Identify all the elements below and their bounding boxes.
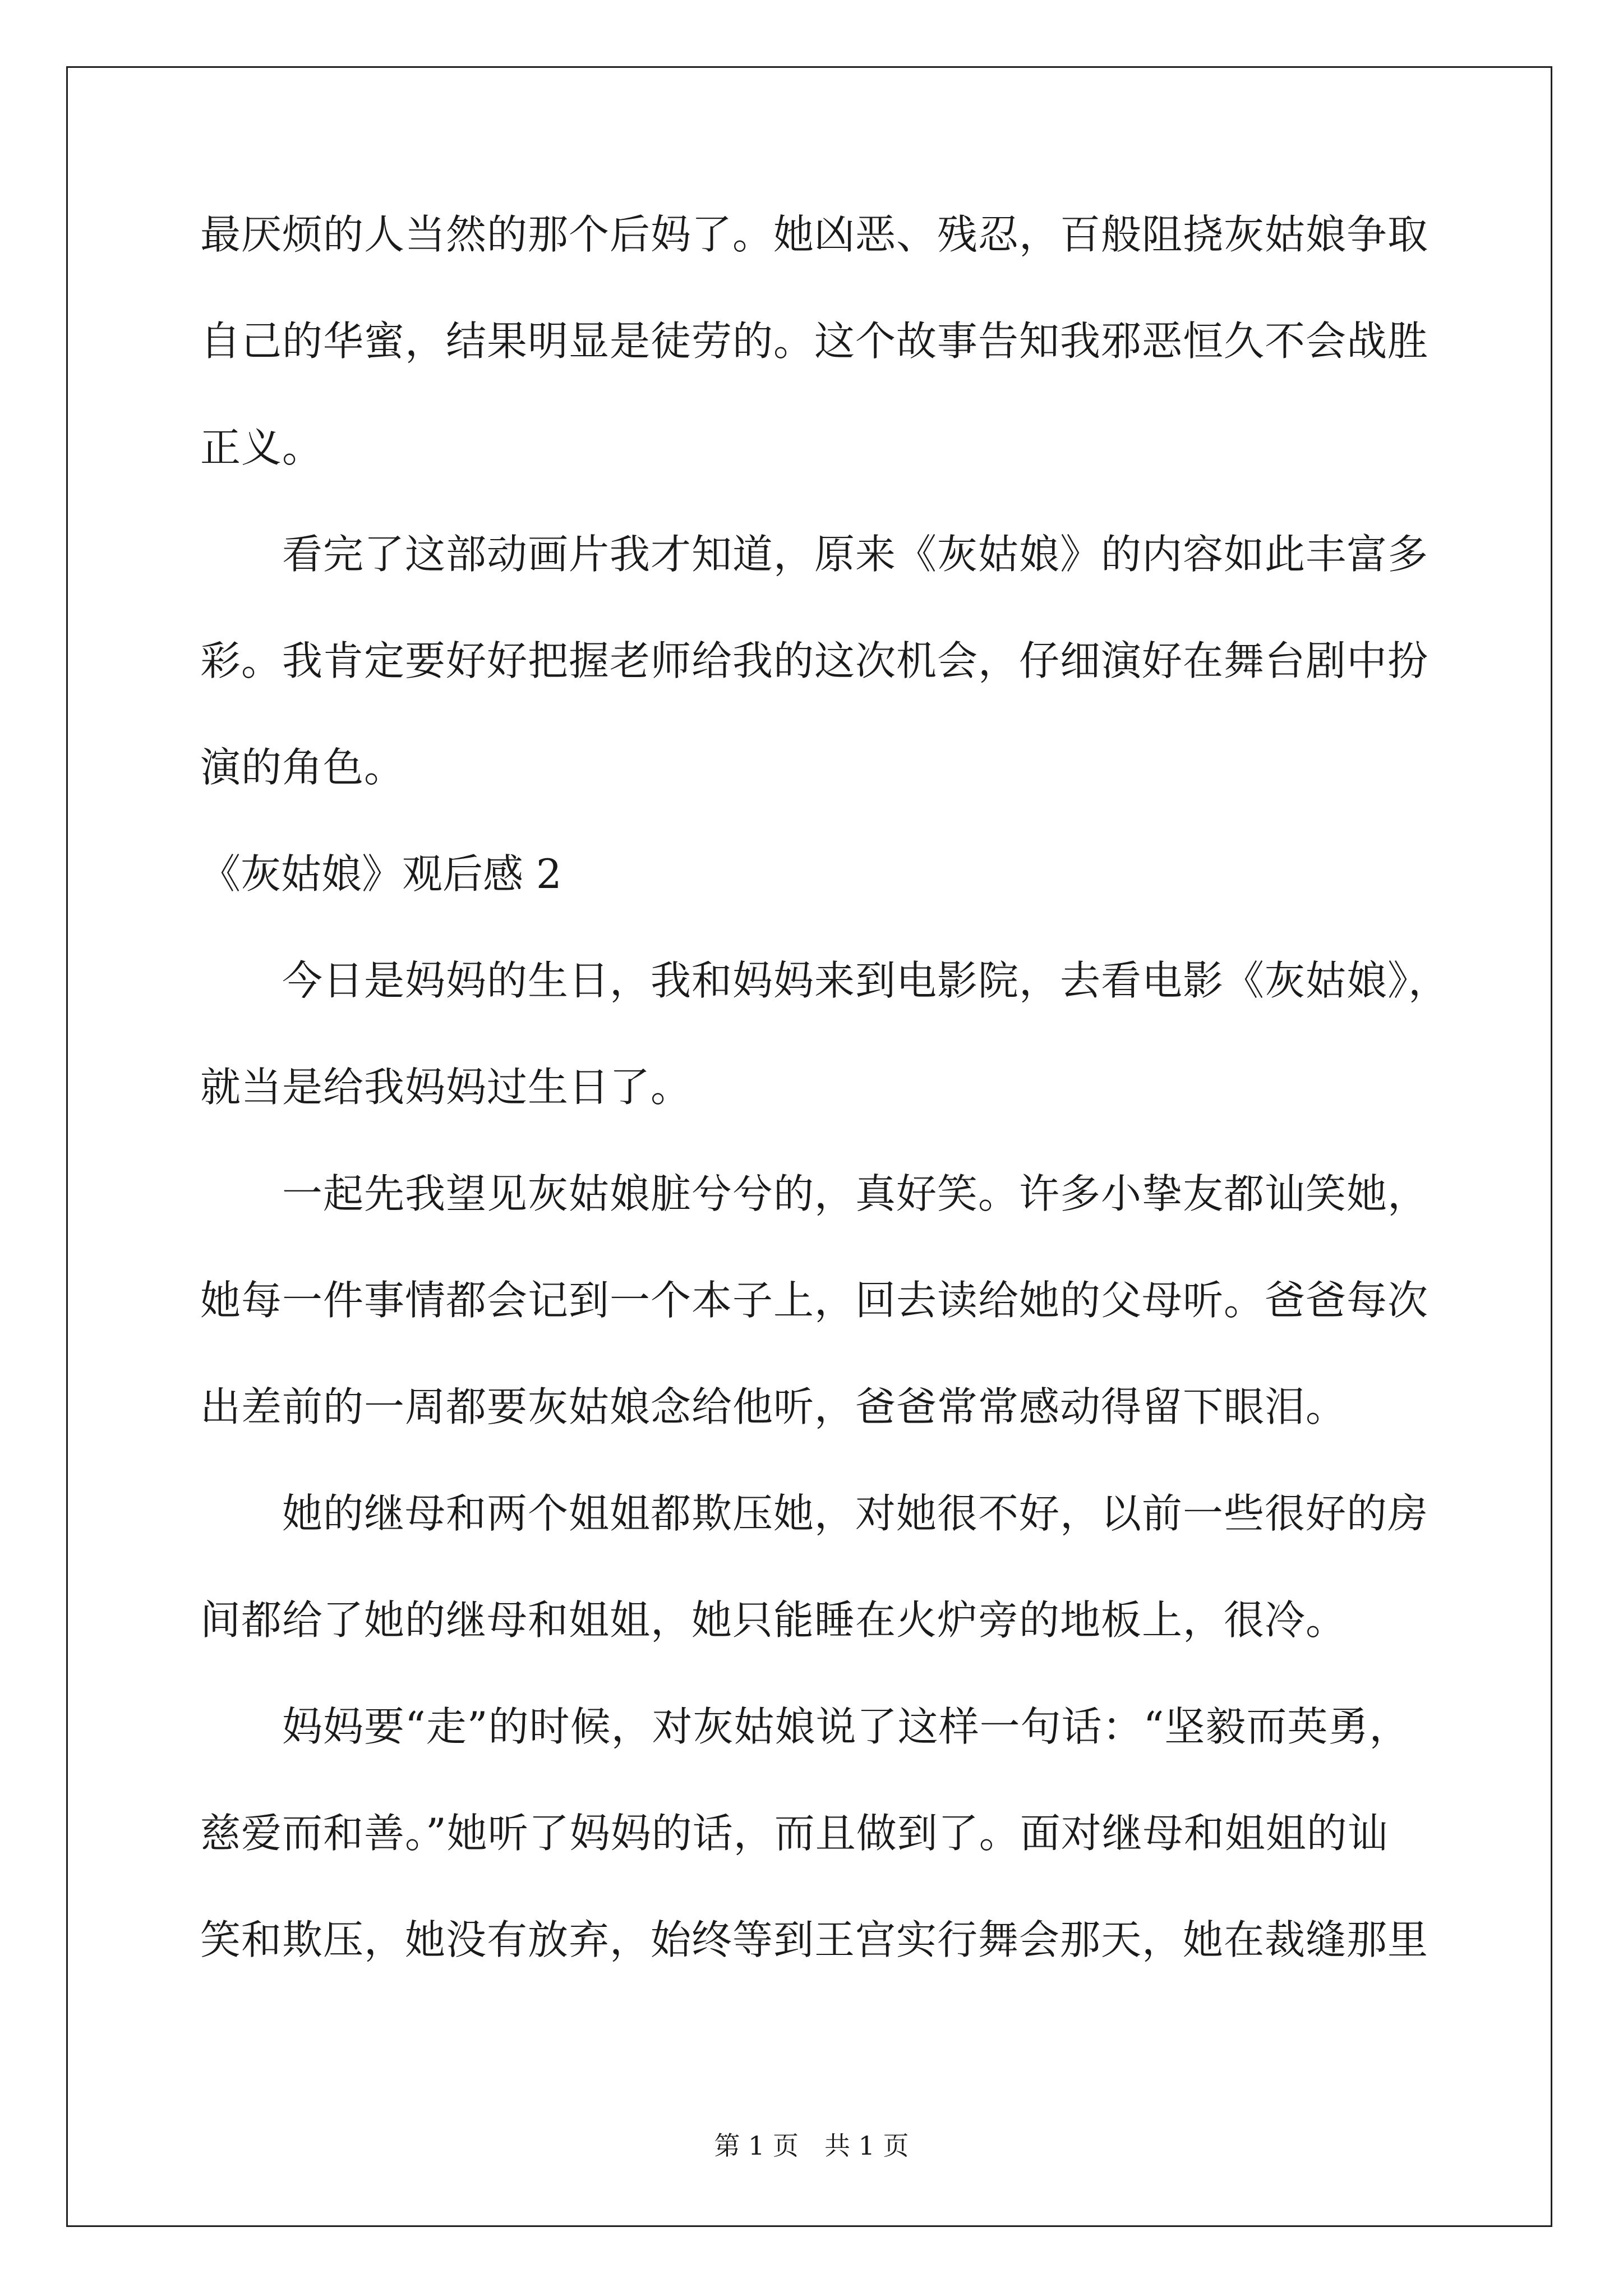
text-line: 今日是妈妈的生日，我和妈妈来到电影院，去看电影《灰姑娘》， [200, 957, 1450, 1004]
document-body [200, 208, 1450, 2019]
text-line: 自己的华蜜，结果明显是徒劳的。这个故事告知我邪恶恒久不会战胜 [200, 318, 1429, 365]
section-heading: 《灰姑娘》观后感 2 [200, 850, 562, 898]
text-line: 最厌烦的人当然的那个后妈了。她凶恶、残忍，百般阻挠灰姑娘争取 [200, 211, 1429, 258]
text-line: 演的角色。 [200, 744, 405, 791]
text-line: 妈妈要“走”的时候，对灰姑娘说了这样一句话：“坚毅而英勇， [200, 1703, 1410, 1750]
page-number: 第 1 页 共 1 页 [714, 2131, 909, 2161]
text-line: 笑和欺压，她没有放弃，始终等到王宫实行舞会那天，她在裁缝那里 [200, 1916, 1429, 1963]
text-line: 正义。 [200, 424, 324, 471]
text-line: 慈爱而和善。”她听了妈妈的话，而且做到了。面对继母和姐姐的讪 [200, 1810, 1389, 1857]
text-line: 彩。我肯定要好好把握老师给我的这次机会，仔细演好在舞台剧中扮 [200, 637, 1429, 684]
text-line: 出差前的一周都要灰姑娘念给他听，爸爸常常感动得留下眼泪。 [200, 1383, 1347, 1430]
text-line: 一起先我望见灰姑娘脏兮兮的，真好笑。许多小挚友都讪笑她， [200, 1170, 1429, 1217]
text-line: 间都给了她的继母和姐姐，她只能睡在火炉旁的地板上，很冷。 [200, 1596, 1347, 1644]
text-line: 就当是给我妈妈过生日了。 [200, 1064, 692, 1111]
text-line: 她每一件事情都会记到一个本子上，回去读给她的父母听。爸爸每次 [200, 1277, 1429, 1324]
text-line: 她的继母和两个姐姐都欺压她，对她很不好，以前一些很好的房 [200, 1490, 1429, 1537]
text-line: 看完了这部动画片我才知道，原来《灰姑娘》的内容如此丰富多 [200, 531, 1429, 578]
